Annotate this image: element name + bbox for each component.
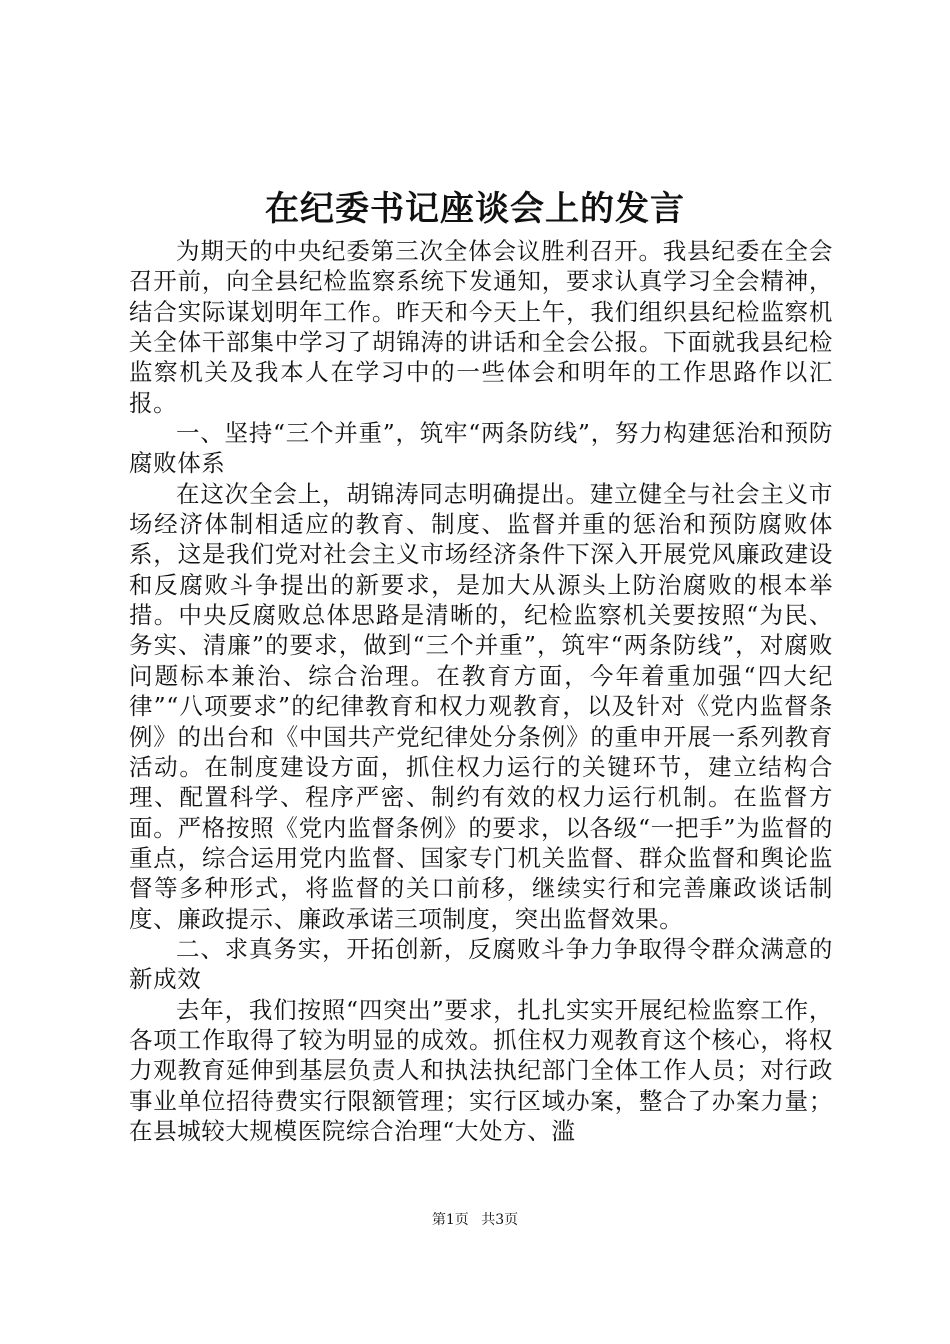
page-footer <box>0 1210 950 1230</box>
document-title: 在纪委书记座谈会上的发言 <box>265 189 685 229</box>
page-number: 第1页 <box>431 1212 469 1228</box>
section-heading-2: 二、求真务实，开拓创新，反腐败斗争力争取得令群众满意的新成效 <box>129 934 833 994</box>
paragraph-section-2: 去年，我们按照“四突出”要求，扎扎实实开展纪检监察工作，各项工作取得了较为明显的成效。抓住权力观教育这个核心，将权力观教育延伸到基层负责人和执法执纪部门全体工作人员；对行政事业单位招待费实行限额管理；实行区域办案，整合了办案力量；在县城较大规模医院综合治理“大处方、滥 <box>129 995 833 1145</box>
section-heading-1: 一、坚持“三个并重”，筑牢“两条防线”，努力构建惩治和预防腐败体系 <box>129 419 833 478</box>
document-body <box>129 236 833 1146</box>
paragraph-intro: 为期天的中央纪委第三次全体会议胜利召开。我县纪委在全会召开前，向全县纪检监察系统下发通知，要求认真学习全会精神，结合实际谋划明年工作。昨天和今天上午，我们组织县纪检监察机关全体干部集中学习了胡锦涛的讲话和全会公报。下面就我县纪检监察机关及我本人在学习中的一些体会和明年的工作思路作以汇报。 <box>129 237 833 417</box>
paragraph-section-1: 在这次全会上，胡锦涛同志明确提出。建立健全与社会主义市场经济体制相适应的教育、制度、监督并重的惩治和预防腐败体系，这是我们党对社会主义市场经济条件下深入开展党风廉政建设和反腐败斗争提出的新要求，是加大从源头上防治腐败的根本举措。中央反腐败总体思路是清晰的，纪检监察机关要按照“为民、务实、清廉”的要求，做到“三个并重”，筑牢“两条防线”，对腐败问题标本兼治、综合治理。在教育方面，今年着重加强“四大纪律”“八项要求”的纪律教育和权力观教育，以及针对《党内监督条例》的出台和《中国共产党纪律处分条例》的重申开展一系列教育活动。在制度建设方面，抓住权力运行的关键环节，建立结构合理、配置科学、程序严密、制约有效的权力运行机制。在监督方面。严格按照《党内监督条例》的要求，以各级“一把手”为监督的重点，综合运用党内监督、国家专门机关监督、群众监督和舆论监督等多种形式，将监督的关口前移，继续实行和完善廉政谈话制度、廉政提示、廉政承诺三项制度，突出监督效果。 <box>129 479 833 933</box>
page-total: 共3页 <box>481 1212 519 1228</box>
